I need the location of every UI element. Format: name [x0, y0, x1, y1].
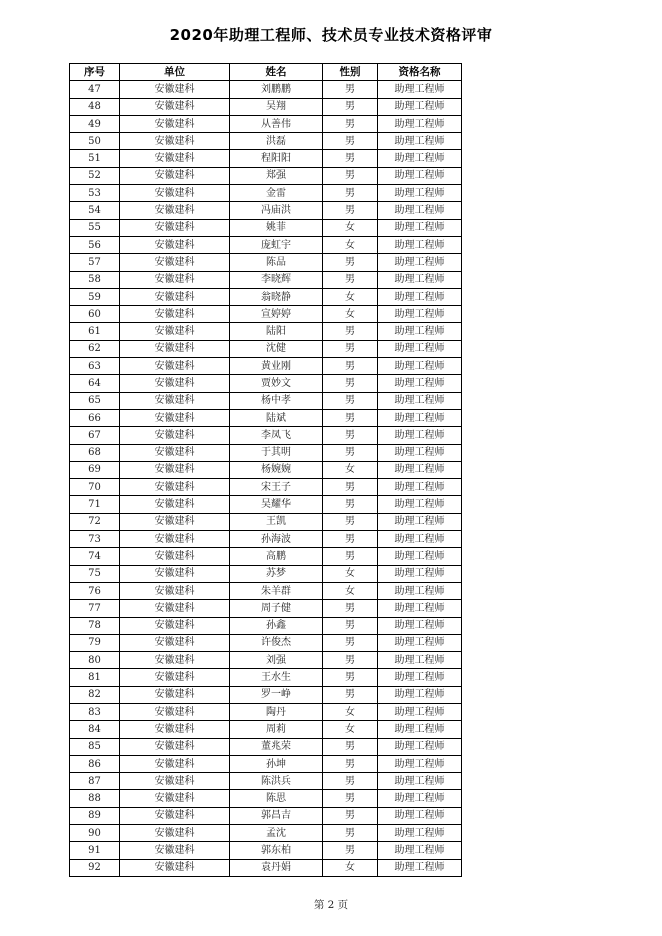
cell-index: 89 [70, 807, 120, 824]
table-row [70, 167, 462, 184]
cell-gender: 男 [323, 427, 378, 444]
cell-unit: 安徽建科 [120, 98, 230, 115]
cell-name: 罗一峥 [230, 686, 323, 703]
cell-qualification: 助理工程师 [378, 773, 462, 790]
cell-qualification: 助理工程师 [378, 859, 462, 876]
cell-gender: 女 [323, 703, 378, 720]
cell-gender: 女 [323, 219, 378, 236]
table-row [70, 565, 462, 582]
cell-qualification: 助理工程师 [378, 807, 462, 824]
cell-qualification: 助理工程师 [378, 202, 462, 219]
cell-index: 78 [70, 617, 120, 634]
cell-unit: 安徽建科 [120, 686, 230, 703]
cell-qualification: 助理工程师 [378, 115, 462, 132]
cell-index: 51 [70, 150, 120, 167]
table-row [70, 600, 462, 617]
cell-index: 69 [70, 461, 120, 478]
qualification-table [69, 63, 462, 877]
cell-index: 67 [70, 427, 120, 444]
cell-name: 陈品 [230, 254, 323, 271]
cell-index: 54 [70, 202, 120, 219]
cell-unit: 安徽建科 [120, 167, 230, 184]
cell-qualification: 助理工程师 [378, 306, 462, 323]
cell-qualification: 助理工程师 [378, 686, 462, 703]
cell-index: 84 [70, 721, 120, 738]
cell-index: 82 [70, 686, 120, 703]
cell-gender: 男 [323, 150, 378, 167]
cell-gender: 男 [323, 409, 378, 426]
cell-unit: 安徽建科 [120, 444, 230, 461]
cell-name: 于其明 [230, 444, 323, 461]
cell-name: 姚菲 [230, 219, 323, 236]
cell-index: 50 [70, 133, 120, 150]
cell-name: 陆阳 [230, 323, 323, 340]
cell-index: 58 [70, 271, 120, 288]
cell-qualification: 助理工程师 [378, 288, 462, 305]
table-row [70, 288, 462, 305]
cell-name: 庞虹宇 [230, 236, 323, 253]
cell-name: 刘强 [230, 652, 323, 669]
page-title: 2020年助理工程师、技术员专业技术资格评审 [169, 26, 493, 44]
cell-qualification: 助理工程师 [378, 652, 462, 669]
cell-gender: 男 [323, 825, 378, 842]
cell-name: 黄业刚 [230, 358, 323, 375]
cell-unit: 安徽建科 [120, 254, 230, 271]
cell-gender: 女 [323, 565, 378, 582]
cell-qualification: 助理工程师 [378, 271, 462, 288]
cell-gender: 男 [323, 375, 378, 392]
cell-qualification: 助理工程师 [378, 98, 462, 115]
cell-qualification: 助理工程师 [378, 409, 462, 426]
cell-unit: 安徽建科 [120, 427, 230, 444]
cell-gender: 女 [323, 859, 378, 876]
cell-index: 72 [70, 513, 120, 530]
cell-unit: 安徽建科 [120, 202, 230, 219]
header-name: 姓名 [230, 64, 323, 81]
table-row [70, 669, 462, 686]
cell-gender: 男 [323, 842, 378, 859]
cell-gender: 男 [323, 548, 378, 565]
cell-qualification: 助理工程师 [378, 340, 462, 357]
cell-unit: 安徽建科 [120, 859, 230, 876]
cell-qualification: 助理工程师 [378, 582, 462, 599]
cell-gender: 女 [323, 306, 378, 323]
cell-qualification: 助理工程师 [378, 236, 462, 253]
cell-name: 孙鑫 [230, 617, 323, 634]
cell-name: 冯庙洪 [230, 202, 323, 219]
cell-unit: 安徽建科 [120, 392, 230, 409]
cell-unit: 安徽建科 [120, 738, 230, 755]
cell-unit: 安徽建科 [120, 81, 230, 98]
cell-qualification: 助理工程师 [378, 185, 462, 202]
cell-index: 92 [70, 859, 120, 876]
page-number: 第 2 页 [313, 899, 349, 911]
table-row [70, 358, 462, 375]
cell-gender: 男 [323, 323, 378, 340]
cell-qualification: 助理工程师 [378, 600, 462, 617]
cell-name: 沈健 [230, 340, 323, 357]
cell-index: 61 [70, 323, 120, 340]
cell-index: 74 [70, 548, 120, 565]
cell-name: 王水生 [230, 669, 323, 686]
cell-qualification: 助理工程师 [378, 358, 462, 375]
table-row [70, 617, 462, 634]
table-row [70, 755, 462, 772]
cell-gender: 男 [323, 807, 378, 824]
cell-unit: 安徽建科 [120, 306, 230, 323]
cell-index: 64 [70, 375, 120, 392]
cell-unit: 安徽建科 [120, 617, 230, 634]
cell-index: 70 [70, 479, 120, 496]
cell-unit: 安徽建科 [120, 358, 230, 375]
table-row [70, 375, 462, 392]
cell-index: 53 [70, 185, 120, 202]
table-row [70, 133, 462, 150]
table-header-row [70, 64, 462, 81]
cell-index: 91 [70, 842, 120, 859]
table-row [70, 427, 462, 444]
cell-name: 郭昌吉 [230, 807, 323, 824]
cell-unit: 安徽建科 [120, 323, 230, 340]
cell-unit: 安徽建科 [120, 219, 230, 236]
table-row [70, 271, 462, 288]
cell-name: 李晓辉 [230, 271, 323, 288]
cell-gender: 男 [323, 634, 378, 651]
cell-unit: 安徽建科 [120, 582, 230, 599]
cell-qualification: 助理工程师 [378, 461, 462, 478]
cell-qualification: 助理工程师 [378, 531, 462, 548]
table-row [70, 634, 462, 651]
cell-gender: 女 [323, 461, 378, 478]
cell-name: 宋王子 [230, 479, 323, 496]
table-row [70, 236, 462, 253]
cell-unit: 安徽建科 [120, 461, 230, 478]
cell-name: 袁丹娟 [230, 859, 323, 876]
cell-unit: 安徽建科 [120, 115, 230, 132]
cell-gender: 男 [323, 115, 378, 132]
cell-index: 90 [70, 825, 120, 842]
table-row [70, 409, 462, 426]
cell-gender: 男 [323, 496, 378, 513]
cell-index: 83 [70, 703, 120, 720]
table-row [70, 202, 462, 219]
cell-name: 从善伟 [230, 115, 323, 132]
table-row [70, 306, 462, 323]
cell-name: 郑强 [230, 167, 323, 184]
cell-name: 陆斌 [230, 409, 323, 426]
cell-index: 57 [70, 254, 120, 271]
cell-gender: 男 [323, 669, 378, 686]
cell-gender: 男 [323, 738, 378, 755]
cell-unit: 安徽建科 [120, 375, 230, 392]
cell-unit: 安徽建科 [120, 133, 230, 150]
table-row [70, 842, 462, 859]
table-row [70, 825, 462, 842]
cell-name: 杨中孝 [230, 392, 323, 409]
cell-qualification: 助理工程师 [378, 323, 462, 340]
cell-name: 孙坤 [230, 755, 323, 772]
cell-name: 朱羊群 [230, 582, 323, 599]
cell-qualification: 助理工程师 [378, 375, 462, 392]
cell-name: 陈洪兵 [230, 773, 323, 790]
cell-index: 85 [70, 738, 120, 755]
cell-index: 56 [70, 236, 120, 253]
cell-unit: 安徽建科 [120, 634, 230, 651]
table-row [70, 790, 462, 807]
table-row [70, 548, 462, 565]
cell-qualification: 助理工程师 [378, 444, 462, 461]
cell-unit: 安徽建科 [120, 600, 230, 617]
cell-gender: 男 [323, 81, 378, 98]
table-row [70, 513, 462, 530]
cell-name: 程阳阳 [230, 150, 323, 167]
cell-unit: 安徽建科 [120, 288, 230, 305]
cell-gender: 男 [323, 790, 378, 807]
cell-index: 47 [70, 81, 120, 98]
cell-gender: 男 [323, 479, 378, 496]
table-row [70, 185, 462, 202]
cell-unit: 安徽建科 [120, 479, 230, 496]
cell-qualification: 助理工程师 [378, 634, 462, 651]
cell-qualification: 助理工程师 [378, 755, 462, 772]
cell-qualification: 助理工程师 [378, 133, 462, 150]
cell-index: 88 [70, 790, 120, 807]
cell-qualification: 助理工程师 [378, 479, 462, 496]
table-row [70, 81, 462, 98]
cell-index: 81 [70, 669, 120, 686]
cell-index: 60 [70, 306, 120, 323]
cell-index: 55 [70, 219, 120, 236]
table-row [70, 738, 462, 755]
table-row [70, 150, 462, 167]
cell-index: 79 [70, 634, 120, 651]
cell-gender: 男 [323, 358, 378, 375]
cell-gender: 男 [323, 185, 378, 202]
cell-gender: 男 [323, 254, 378, 271]
cell-unit: 安徽建科 [120, 513, 230, 530]
cell-qualification: 助理工程师 [378, 669, 462, 686]
table-row [70, 807, 462, 824]
cell-name: 董兆荣 [230, 738, 323, 755]
cell-name: 吴耀华 [230, 496, 323, 513]
cell-gender: 女 [323, 236, 378, 253]
table-row [70, 721, 462, 738]
table-row [70, 582, 462, 599]
cell-unit: 安徽建科 [120, 271, 230, 288]
cell-name: 贾妙文 [230, 375, 323, 392]
cell-name: 刘鹏鹏 [230, 81, 323, 98]
cell-index: 86 [70, 755, 120, 772]
cell-name: 孟沈 [230, 825, 323, 842]
cell-index: 62 [70, 340, 120, 357]
cell-unit: 安徽建科 [120, 825, 230, 842]
cell-gender: 男 [323, 513, 378, 530]
cell-qualification: 助理工程师 [378, 565, 462, 582]
cell-name: 周子健 [230, 600, 323, 617]
cell-unit: 安徽建科 [120, 669, 230, 686]
cell-gender: 男 [323, 531, 378, 548]
cell-gender: 男 [323, 271, 378, 288]
cell-gender: 男 [323, 340, 378, 357]
cell-index: 65 [70, 392, 120, 409]
table-row [70, 703, 462, 720]
cell-qualification: 助理工程师 [378, 738, 462, 755]
cell-name: 郭东柏 [230, 842, 323, 859]
table-row [70, 98, 462, 115]
table-row [70, 531, 462, 548]
cell-qualification: 助理工程师 [378, 496, 462, 513]
table-row [70, 115, 462, 132]
cell-name: 苏梦 [230, 565, 323, 582]
cell-gender: 女 [323, 721, 378, 738]
cell-unit: 安徽建科 [120, 652, 230, 669]
cell-unit: 安徽建科 [120, 531, 230, 548]
cell-index: 77 [70, 600, 120, 617]
cell-name: 李凤飞 [230, 427, 323, 444]
header-index: 序号 [70, 64, 120, 81]
cell-unit: 安徽建科 [120, 703, 230, 720]
cell-gender: 男 [323, 686, 378, 703]
cell-gender: 男 [323, 600, 378, 617]
table-row [70, 444, 462, 461]
cell-index: 49 [70, 115, 120, 132]
cell-unit: 安徽建科 [120, 773, 230, 790]
cell-unit: 安徽建科 [120, 496, 230, 513]
cell-unit: 安徽建科 [120, 548, 230, 565]
table-row [70, 686, 462, 703]
cell-gender: 男 [323, 444, 378, 461]
cell-name: 周莉 [230, 721, 323, 738]
cell-name: 金雷 [230, 185, 323, 202]
cell-gender: 男 [323, 392, 378, 409]
cell-name: 陈思 [230, 790, 323, 807]
cell-qualification: 助理工程师 [378, 617, 462, 634]
cell-qualification: 助理工程师 [378, 842, 462, 859]
cell-index: 63 [70, 358, 120, 375]
cell-gender: 男 [323, 652, 378, 669]
cell-name: 洪磊 [230, 133, 323, 150]
cell-unit: 安徽建科 [120, 807, 230, 824]
cell-name: 陶丹 [230, 703, 323, 720]
table-row [70, 392, 462, 409]
table-body [70, 81, 462, 877]
cell-unit: 安徽建科 [120, 842, 230, 859]
cell-unit: 安徽建科 [120, 340, 230, 357]
table-row [70, 219, 462, 236]
cell-name: 许俊杰 [230, 634, 323, 651]
cell-unit: 安徽建科 [120, 236, 230, 253]
cell-qualification: 助理工程师 [378, 427, 462, 444]
cell-index: 75 [70, 565, 120, 582]
cell-index: 80 [70, 652, 120, 669]
cell-index: 52 [70, 167, 120, 184]
cell-unit: 安徽建科 [120, 565, 230, 582]
cell-index: 73 [70, 531, 120, 548]
cell-gender: 男 [323, 202, 378, 219]
cell-gender: 男 [323, 133, 378, 150]
table-row [70, 461, 462, 478]
table-row [70, 323, 462, 340]
cell-qualification: 助理工程师 [378, 219, 462, 236]
table-row [70, 859, 462, 876]
cell-qualification: 助理工程师 [378, 167, 462, 184]
cell-unit: 安徽建科 [120, 790, 230, 807]
cell-name: 吴翔 [230, 98, 323, 115]
cell-unit: 安徽建科 [120, 185, 230, 202]
cell-unit: 安徽建科 [120, 755, 230, 772]
cell-qualification: 助理工程师 [378, 150, 462, 167]
cell-gender: 女 [323, 288, 378, 305]
cell-name: 翁晓静 [230, 288, 323, 305]
cell-name: 高鹏 [230, 548, 323, 565]
cell-index: 48 [70, 98, 120, 115]
cell-gender: 男 [323, 755, 378, 772]
cell-unit: 安徽建科 [120, 150, 230, 167]
cell-qualification: 助理工程师 [378, 81, 462, 98]
cell-unit: 安徽建科 [120, 721, 230, 738]
header-qualification: 资格名称 [378, 64, 462, 81]
table-row [70, 479, 462, 496]
header-gender: 性别 [323, 64, 378, 81]
cell-name: 王凯 [230, 513, 323, 530]
cell-index: 76 [70, 582, 120, 599]
cell-gender: 男 [323, 167, 378, 184]
cell-qualification: 助理工程师 [378, 703, 462, 720]
cell-gender: 女 [323, 582, 378, 599]
cell-qualification: 助理工程师 [378, 548, 462, 565]
header-unit: 单位 [120, 64, 230, 81]
cell-gender: 男 [323, 773, 378, 790]
table-row [70, 773, 462, 790]
cell-name: 宣婷婷 [230, 306, 323, 323]
cell-index: 87 [70, 773, 120, 790]
table-row [70, 254, 462, 271]
cell-name: 孙海波 [230, 531, 323, 548]
cell-qualification: 助理工程师 [378, 254, 462, 271]
cell-index: 68 [70, 444, 120, 461]
cell-qualification: 助理工程师 [378, 825, 462, 842]
cell-unit: 安徽建科 [120, 409, 230, 426]
table-row [70, 496, 462, 513]
cell-name: 杨婉婉 [230, 461, 323, 478]
cell-gender: 男 [323, 98, 378, 115]
cell-index: 59 [70, 288, 120, 305]
table-row [70, 340, 462, 357]
cell-index: 71 [70, 496, 120, 513]
cell-gender: 男 [323, 617, 378, 634]
cell-index: 66 [70, 409, 120, 426]
table-row [70, 652, 462, 669]
cell-qualification: 助理工程师 [378, 721, 462, 738]
cell-qualification: 助理工程师 [378, 790, 462, 807]
cell-qualification: 助理工程师 [378, 392, 462, 409]
cell-qualification: 助理工程师 [378, 513, 462, 530]
